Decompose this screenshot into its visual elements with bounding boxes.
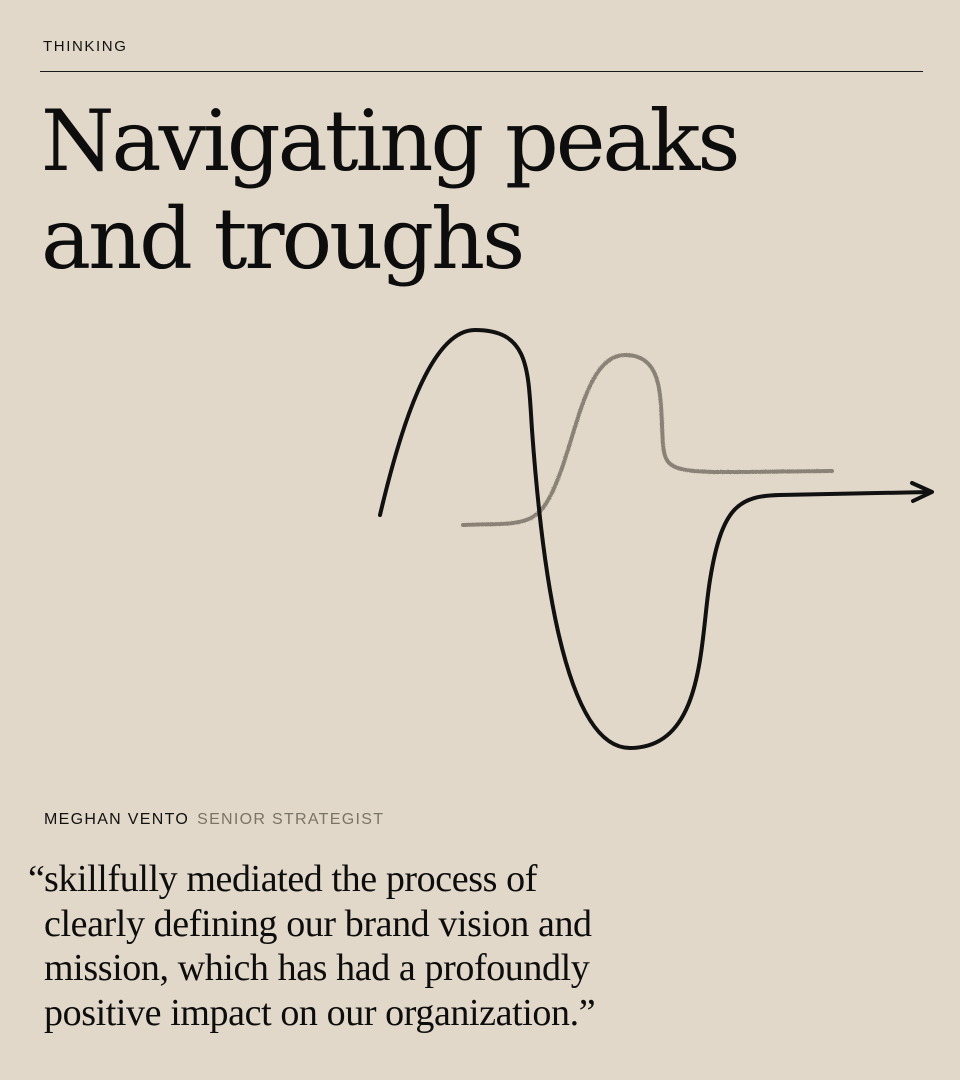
primary-wave-line bbox=[380, 330, 930, 748]
open-quote-mark: “ bbox=[28, 858, 45, 900]
quote-line-1-text: skillfully mediated the process of bbox=[44, 858, 537, 900]
quote-line-1 bbox=[28, 857, 728, 902]
author-credit bbox=[44, 811, 384, 829]
author-name: MEGHAN VENTO bbox=[44, 811, 190, 828]
category-label: THINKING bbox=[43, 38, 128, 55]
header-divider bbox=[40, 71, 923, 72]
testimonial-quote bbox=[28, 857, 728, 1035]
quote-line-2: clearly defining our brand vision and bbox=[44, 902, 592, 945]
author-role: SENIOR STRATEGIST bbox=[197, 811, 385, 828]
quote-line-4: positive impact on our organization.” bbox=[44, 991, 596, 1034]
quote-line-3: mission, which has had a profoundly bbox=[44, 947, 590, 989]
secondary-wave-line bbox=[463, 355, 832, 525]
title-line-1: Navigating peaks bbox=[41, 92, 738, 190]
peaks-troughs-illustration bbox=[0, 300, 960, 780]
page-title bbox=[41, 92, 901, 288]
title-line-2: and troughs bbox=[41, 190, 523, 288]
